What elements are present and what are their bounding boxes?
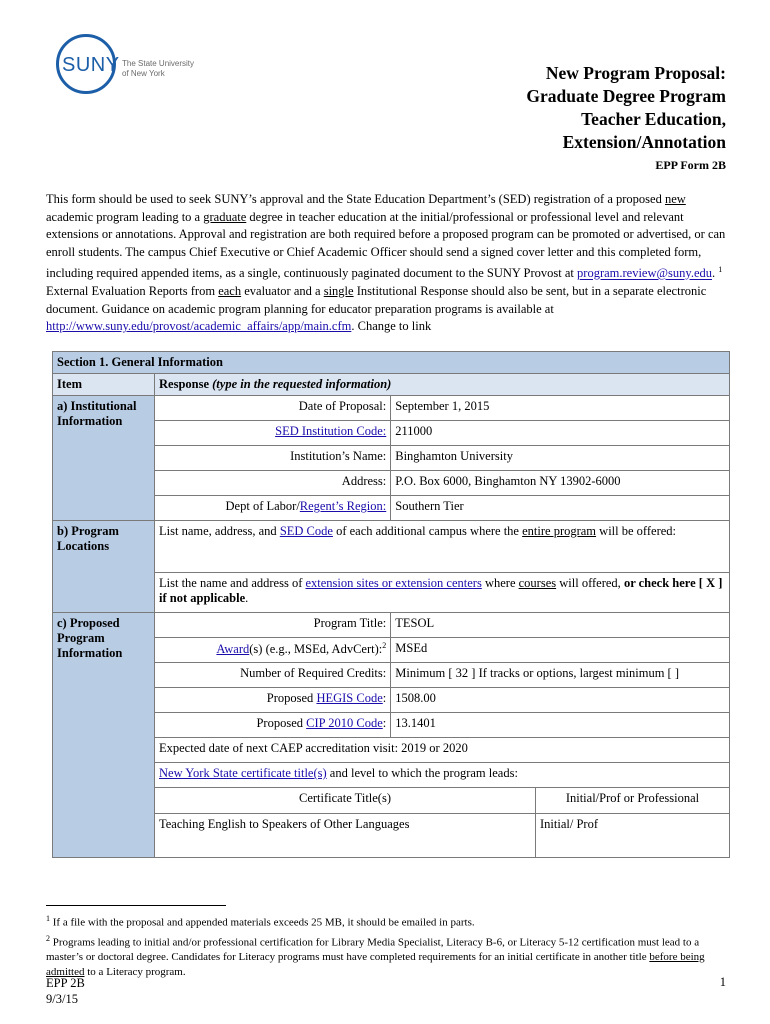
- cip-code-label: [155, 713, 391, 738]
- required-credits-value[interactable]: Minimum [ 32 ] If tracks or options, largest minimum [ ]: [391, 663, 730, 688]
- campus-text: List name, address, and: [159, 524, 280, 538]
- intro-text: evaluator and a: [241, 284, 324, 299]
- program-locations-label: b) Program Locations: [53, 521, 155, 613]
- extension-text: List the name and address of: [159, 576, 306, 590]
- certificate-cell: [155, 788, 730, 858]
- hegis-colon: :: [382, 691, 387, 705]
- page-number: 1: [719, 975, 726, 989]
- intro-text: Institutional Response should also be sent, but in a separate electronic document. Guidance on academic program planning for educator preparation programs is available at: [46, 284, 707, 316]
- footnotes: [46, 911, 726, 980]
- footnote-2-number: 2: [46, 933, 50, 943]
- award-link[interactable]: Award: [216, 642, 250, 657]
- extension-text: .: [245, 591, 249, 605]
- suny-logo: [52, 32, 212, 102]
- intro-text: academic program leading to a: [46, 209, 204, 224]
- response-header-hint: (type in the requested information): [212, 377, 392, 391]
- intro-new: new: [664, 192, 686, 206]
- footnote-1-number: 1: [46, 914, 50, 923]
- address-value[interactable]: P.O. Box 6000, Binghamton NY 13902-6000: [391, 471, 730, 496]
- intro-paragraph: [46, 191, 726, 336]
- general-information-table: [52, 351, 730, 858]
- hegis-code-label: [155, 688, 391, 713]
- footnote-ref-1: 1: [718, 265, 723, 275]
- footnote-2-text: Programs leading to initial and/or professional certification for Library Media Specialist, Literacy B-6, or Literacy 5-12 certification must lead to a master’s or doctoral degree. Candidates for Literacy programs must have completed requirements for an initial certificate in another title: [46, 936, 700, 964]
- program-title-label: Program Title:: [155, 613, 391, 638]
- page-footer: [46, 975, 726, 1007]
- required-credits-label: Number of Required Credits:: [155, 663, 391, 688]
- extension-sites-field[interactable]: [155, 573, 730, 613]
- footer-date: 9/3/15: [46, 992, 78, 1006]
- regents-region-link[interactable]: Regent’s Region:: [299, 499, 387, 513]
- intro-text: .: [712, 266, 719, 281]
- certificate-title-header: Certificate Title(s): [155, 788, 536, 813]
- logo-text: SUNY: [62, 54, 120, 76]
- hegis-code-link[interactable]: HEGIS Code: [316, 691, 383, 705]
- hegis-code-value[interactable]: 1508.00: [391, 688, 730, 713]
- not-applicable-checkbox[interactable]: or check here [ X ] if not applicable: [159, 576, 723, 605]
- additional-campus-field[interactable]: [155, 521, 730, 573]
- response-header: [155, 374, 730, 396]
- title-line-3: Teacher Education,: [581, 109, 726, 129]
- email-link[interactable]: program.review@suny.edu: [577, 266, 712, 281]
- institution-name-label: Institution’s Name:: [155, 446, 391, 471]
- response-header-label: Response: [159, 377, 210, 391]
- title-line-4: Extension/Annotation: [562, 132, 726, 152]
- footnote-1: [46, 911, 726, 931]
- certificate-level-value[interactable]: Initial/ Prof: [540, 816, 598, 831]
- footer-form-id: EPP 2B: [46, 976, 85, 990]
- award-label: [155, 638, 391, 663]
- document-title-block: [526, 62, 726, 173]
- intro-text: degree in teacher education at the initial/professional or professional level and relevant extensions or annotations. Approval and registration are both required before a proposed program can be promoted or advertised, or can enroll students. The campus Chief Executive or Chief Academic Officer should send a signed cover letter and this completed form, including required appended items, as a single, continuously paginated document to the SUNY Provost at: [46, 209, 726, 281]
- footnote-1-text: If a file with the proposal and appended materials exceeds 25 MB, it should be emailed in parts.: [50, 916, 475, 929]
- certificate-titles-link[interactable]: New York State certificate title(s): [159, 766, 327, 780]
- section-title: Section 1. General Information: [53, 352, 730, 374]
- entire-program-text: entire program: [522, 524, 597, 538]
- award-label-text: (s) (e.g., MSEd, AdvCert):: [249, 642, 383, 657]
- institution-name-value[interactable]: Binghamton University: [391, 446, 730, 471]
- certificate-table: [155, 788, 729, 857]
- caep-visit-field[interactable]: Expected date of next CAEP accreditation visit: 2019 or 2020: [155, 738, 730, 763]
- region-value[interactable]: Southern Tier: [391, 496, 730, 521]
- campus-text: of each additional campus where the: [332, 524, 523, 538]
- title-line-2: Graduate Degree Program: [526, 86, 726, 106]
- logo-subtitle-2: of New York: [122, 69, 165, 78]
- intro-each: each: [218, 284, 242, 299]
- form-number: EPP Form 2B: [655, 158, 726, 172]
- cip-prefix: Proposed: [256, 716, 307, 730]
- footnote-2: [46, 931, 726, 981]
- date-of-proposal-value[interactable]: September 1, 2015: [391, 396, 730, 421]
- intro-text: . Change to link: [351, 319, 432, 334]
- sed-institution-code-link[interactable]: SED Institution Code:: [275, 424, 387, 438]
- address-label: Address:: [155, 471, 391, 496]
- logo-subtitle-1: The State University: [122, 59, 195, 68]
- footnote-2-text-end: to a Literacy program.: [84, 966, 186, 979]
- courses-text: courses: [518, 576, 557, 590]
- program-info-label: c) Proposed Program Information: [53, 613, 155, 858]
- certificate-title-prompt: [155, 763, 730, 788]
- sed-code-link[interactable]: SED Code: [279, 524, 333, 538]
- award-value[interactable]: MSEd: [391, 638, 730, 663]
- region-label-prefix: Dept of Labor/: [225, 499, 300, 513]
- footnote-ref-2: 2: [382, 641, 387, 650]
- sed-institution-code-label: [155, 421, 391, 446]
- intro-text: External Evaluation Reports from: [46, 284, 219, 299]
- certificate-prompt-text: and level to which the program leads:: [326, 766, 518, 780]
- certificate-level-header: Initial/Prof or Professional: [536, 788, 730, 813]
- footnote-separator: [46, 905, 226, 906]
- guidance-url-link[interactable]: http://www.suny.edu/provost/academic_affairs/app/main.cfm: [46, 319, 352, 334]
- extension-text: where: [481, 576, 519, 590]
- title-line-1: New Program Proposal:: [545, 63, 726, 83]
- sed-institution-code-value[interactable]: 211000: [391, 421, 730, 446]
- extension-sites-link[interactable]: extension sites or extension centers: [305, 576, 482, 590]
- extension-text: will offered,: [556, 576, 624, 590]
- cip-colon: :: [382, 716, 387, 730]
- intro-single: single: [323, 284, 354, 299]
- date-of-proposal-label: Date of Proposal:: [155, 396, 391, 421]
- hegis-prefix: Proposed: [266, 691, 317, 705]
- program-title-value[interactable]: TESOL: [391, 613, 730, 638]
- cip-code-link[interactable]: CIP 2010 Code: [306, 716, 383, 730]
- region-label: [155, 496, 391, 521]
- campus-text: will be offered:: [596, 524, 676, 538]
- cip-code-value[interactable]: 13.1401: [391, 713, 730, 738]
- intro-text: This form should be used to seek SUNY’s approval and the State Education Department’s (SED) registration of a proposed: [46, 192, 665, 206]
- institutional-info-label: a) Institutional Information: [53, 396, 155, 521]
- intro-graduate: graduate: [203, 209, 247, 224]
- footnote-2-underlined: before being admitted: [46, 951, 705, 979]
- item-header: Item: [53, 374, 155, 396]
- certificate-title-value[interactable]: Teaching English to Speakers of Other Languages: [155, 813, 536, 857]
